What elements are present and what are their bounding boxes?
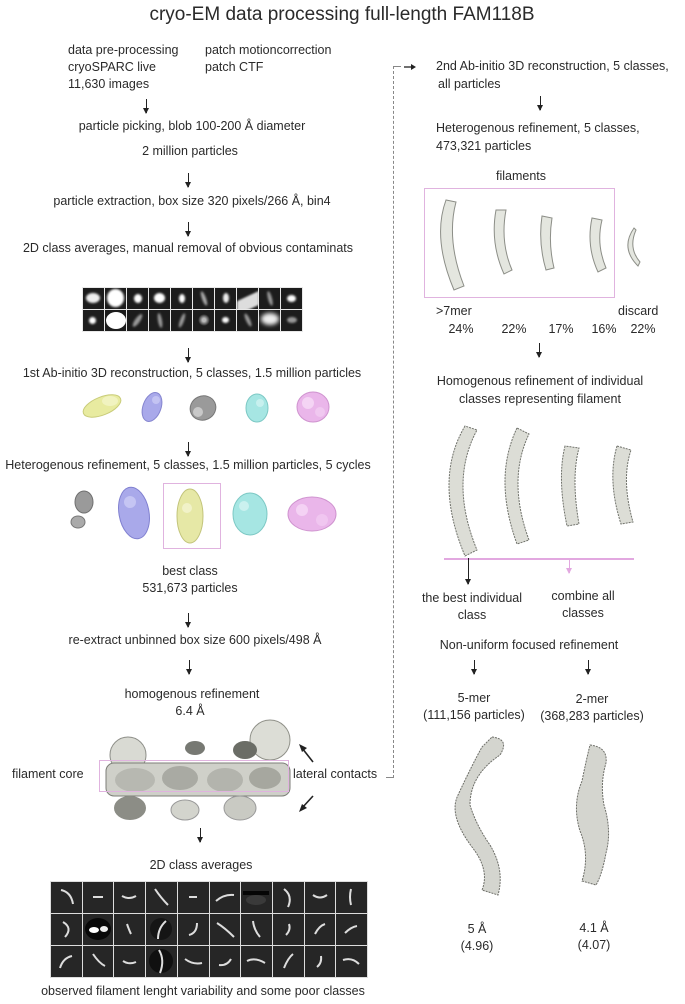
class-average-thumbnail xyxy=(178,914,209,945)
density-map-icon xyxy=(138,390,165,424)
class-averages-grid-final xyxy=(50,881,368,978)
filament-class-label: >7mer xyxy=(436,304,472,318)
particle-picking-step: particle picking, blob 100-200 Å diameter xyxy=(78,119,306,133)
ctf-label: patch CTF xyxy=(205,60,264,74)
class-average-thumbnail xyxy=(193,288,214,309)
arrow-down-icon xyxy=(569,559,570,573)
density-map-icon xyxy=(541,216,554,270)
arrow-down-icon xyxy=(188,173,189,187)
density-map-icon xyxy=(246,394,268,422)
result-left-name: 5-mer xyxy=(457,691,491,705)
abinitio-2-scope: all particles xyxy=(438,77,501,91)
arrow-down-icon xyxy=(200,828,201,842)
class-average-thumbnail xyxy=(273,882,304,913)
arrow-down-icon xyxy=(146,99,147,113)
density-map-icon xyxy=(449,426,477,556)
class-average-thumbnail xyxy=(241,882,272,913)
lateral-contacts-label: lateral contacts xyxy=(293,767,378,781)
hetero-refinement-2-count: 473,321 particles xyxy=(436,139,532,153)
class-average-thumbnail xyxy=(51,946,82,977)
abinitio-1-step: 1st Ab-initio 3D reconstruction, 5 classes, 1.5 million particles xyxy=(22,366,362,380)
homo-individual-step: Homogenous refinement of individual xyxy=(436,374,644,388)
nonuniform-refinement-step: Non-uniform focused refinement xyxy=(439,638,619,652)
density-map-icon xyxy=(613,446,633,524)
class-average-thumbnail xyxy=(105,310,126,331)
class-average-thumbnail xyxy=(51,914,82,945)
density-map-icon xyxy=(233,493,267,535)
class-average-thumbnail xyxy=(178,882,209,913)
density-map-icon xyxy=(494,210,512,274)
result-left-count: (111,156 particles) xyxy=(423,708,525,722)
density-map-icon xyxy=(576,745,608,885)
result-right-count: (368,283 particles) xyxy=(540,709,644,723)
diagram-title: cryo-EM data processing full-length FAM118B xyxy=(149,4,535,25)
class-average-thumbnail xyxy=(51,882,82,913)
density-map-icon xyxy=(71,491,93,528)
abinitio-2-step: 2nd Ab-initio 3D reconstruction, 5 classes, xyxy=(436,59,669,73)
class-average-thumbnail xyxy=(210,946,241,977)
class-average-thumbnail xyxy=(241,914,272,945)
arrow-down-icon xyxy=(188,222,189,236)
homo-individual-scope: classes representing filament xyxy=(459,392,621,406)
result-right-name: 2-mer xyxy=(575,692,609,706)
class-average-thumbnail xyxy=(149,310,170,331)
class-average-thumbnail xyxy=(146,882,177,913)
class-average-thumbnail xyxy=(305,946,336,977)
class-average-thumbnail xyxy=(281,288,302,309)
class-average-thumbnail xyxy=(178,946,209,977)
reextract-step: re-extract unbinned box size 600 pixels/498 Å xyxy=(68,633,322,647)
density-map-icon xyxy=(455,737,504,895)
density-map-icon xyxy=(628,228,640,266)
filament-class-label: discard xyxy=(618,304,659,318)
result-left-resolution: 5 Å xyxy=(467,922,487,936)
density-map-icon xyxy=(80,390,124,422)
class-average-thumbnail xyxy=(237,288,258,309)
density-map-icon xyxy=(115,485,154,541)
lateral-contacts-arrows xyxy=(296,740,326,820)
class-average-thumbnail xyxy=(171,310,192,331)
image-count: 11,630 images xyxy=(68,77,150,91)
class-2d-contaminants-step: 2D class averages, manual removal of obvious contaminats xyxy=(22,241,354,255)
result-right-resolution: 4.1 Å xyxy=(579,921,609,935)
class-average-thumbnail xyxy=(210,882,241,913)
abinitio-1-maps xyxy=(80,388,340,428)
arrow-down-icon xyxy=(539,343,540,357)
class-average-thumbnail xyxy=(259,310,280,331)
best-class-label: best class xyxy=(162,564,218,578)
arrow-down-icon xyxy=(468,558,469,584)
class-average-thumbnail xyxy=(336,946,367,977)
class-average-thumbnail xyxy=(305,882,336,913)
class-average-thumbnail xyxy=(273,946,304,977)
density-map-icon xyxy=(561,446,579,526)
class-average-thumbnail xyxy=(83,310,104,331)
density-map-icon xyxy=(186,392,220,425)
branch-left-label: the best individual xyxy=(421,591,523,605)
class-average-thumbnail xyxy=(241,946,272,977)
class-averages-grid-initial xyxy=(82,287,303,332)
particle-count: 2 million particles xyxy=(142,144,238,158)
arrow-right-icon xyxy=(404,62,418,72)
class-average-thumbnail xyxy=(193,310,214,331)
class-average-thumbnail xyxy=(305,914,336,945)
class-average-thumbnail xyxy=(83,946,114,977)
branch-right-label: combine all xyxy=(551,589,615,603)
class-average-thumbnail xyxy=(273,914,304,945)
homogenous-resolution: 6.4 Å xyxy=(175,704,205,718)
filament-class-maps xyxy=(424,188,674,298)
homogenous-individual-maps xyxy=(425,420,665,560)
class-average-thumbnail xyxy=(210,914,241,945)
class-average-thumbnail xyxy=(114,914,145,945)
class-average-thumbnail xyxy=(281,310,302,331)
final-density-maps xyxy=(430,735,650,910)
branch-split-line xyxy=(444,558,634,560)
filament-class-percent: 16% xyxy=(591,322,617,336)
hetero-refinement-2-step: Heterogenous refinement, 5 classes, xyxy=(436,121,640,135)
class-average-thumbnail xyxy=(336,914,367,945)
class-average-thumbnail xyxy=(149,288,170,309)
class-2d-final-caption: observed filament lenght variability and some poor classes xyxy=(41,984,365,998)
filament-class-percent: 24% xyxy=(448,322,474,336)
hetero-refinement-step: Heterogenous refinement, 5 classes, 1.5 million particles, 5 cycles xyxy=(5,458,371,472)
arrow-down-icon xyxy=(188,613,189,627)
preprocessing-step-label: data pre-processing xyxy=(68,43,179,57)
density-map-icon xyxy=(297,392,329,422)
density-map-icon xyxy=(288,497,336,531)
connector-bottom-tick xyxy=(386,777,394,778)
arrow-down-left-icon xyxy=(299,796,313,812)
particle-extraction-step: particle extraction, box size 320 pixels/266 Å, bin4 xyxy=(53,194,331,208)
density-map-icon xyxy=(441,200,464,290)
best-class-count: 531,673 particles xyxy=(142,581,238,595)
class-average-thumbnail xyxy=(146,914,177,945)
preprocessing-software: cryoSPARC live xyxy=(68,60,156,74)
class-average-thumbnail xyxy=(127,288,148,309)
dashed-connector-line xyxy=(393,66,394,778)
class-average-thumbnail xyxy=(114,946,145,977)
class-average-thumbnail xyxy=(259,288,280,309)
class-average-thumbnail xyxy=(215,310,236,331)
class-average-thumbnail xyxy=(336,882,367,913)
density-map-icon xyxy=(590,218,606,272)
class-average-thumbnail xyxy=(146,946,177,977)
filament-class-percent: 22% xyxy=(630,322,656,336)
class-average-thumbnail xyxy=(114,882,145,913)
arrow-down-icon xyxy=(188,442,189,456)
class-average-thumbnail xyxy=(83,914,114,945)
filament-core-label: filament core xyxy=(12,767,84,781)
branch-right-label-2: classes xyxy=(562,606,604,620)
arrow-down-icon xyxy=(189,660,190,674)
class-2d-final-step: 2D class averages xyxy=(149,858,253,872)
connector-top-tick xyxy=(394,66,401,67)
class-average-thumbnail xyxy=(215,288,236,309)
density-map-icon xyxy=(505,428,529,544)
class-average-thumbnail xyxy=(237,310,258,331)
result-right-resolution-exact: (4.07) xyxy=(577,938,611,952)
best-class-highlight-box xyxy=(163,483,221,549)
arrow-down-icon xyxy=(474,660,475,674)
result-left-resolution-exact: (4.96) xyxy=(460,939,494,953)
arrow-down-icon xyxy=(188,348,189,362)
class-average-thumbnail xyxy=(171,288,192,309)
filament-class-percent: 17% xyxy=(548,322,574,336)
filament-class-percent: 22% xyxy=(501,322,527,336)
arrow-down-icon xyxy=(540,96,541,110)
class-average-thumbnail xyxy=(83,882,114,913)
branch-left-label-2: class xyxy=(457,608,487,622)
motion-correction-label: patch motioncorrection xyxy=(205,43,332,57)
class-average-thumbnail xyxy=(83,288,104,309)
filament-core-highlight-box xyxy=(99,760,289,792)
arrow-up-left-icon xyxy=(299,744,313,762)
arrow-down-icon xyxy=(588,660,589,674)
class-average-thumbnail xyxy=(127,310,148,331)
homogenous-refinement-step: homogenous refinement xyxy=(124,687,260,701)
class-average-thumbnail xyxy=(105,288,126,309)
filaments-label: filaments xyxy=(495,169,547,183)
